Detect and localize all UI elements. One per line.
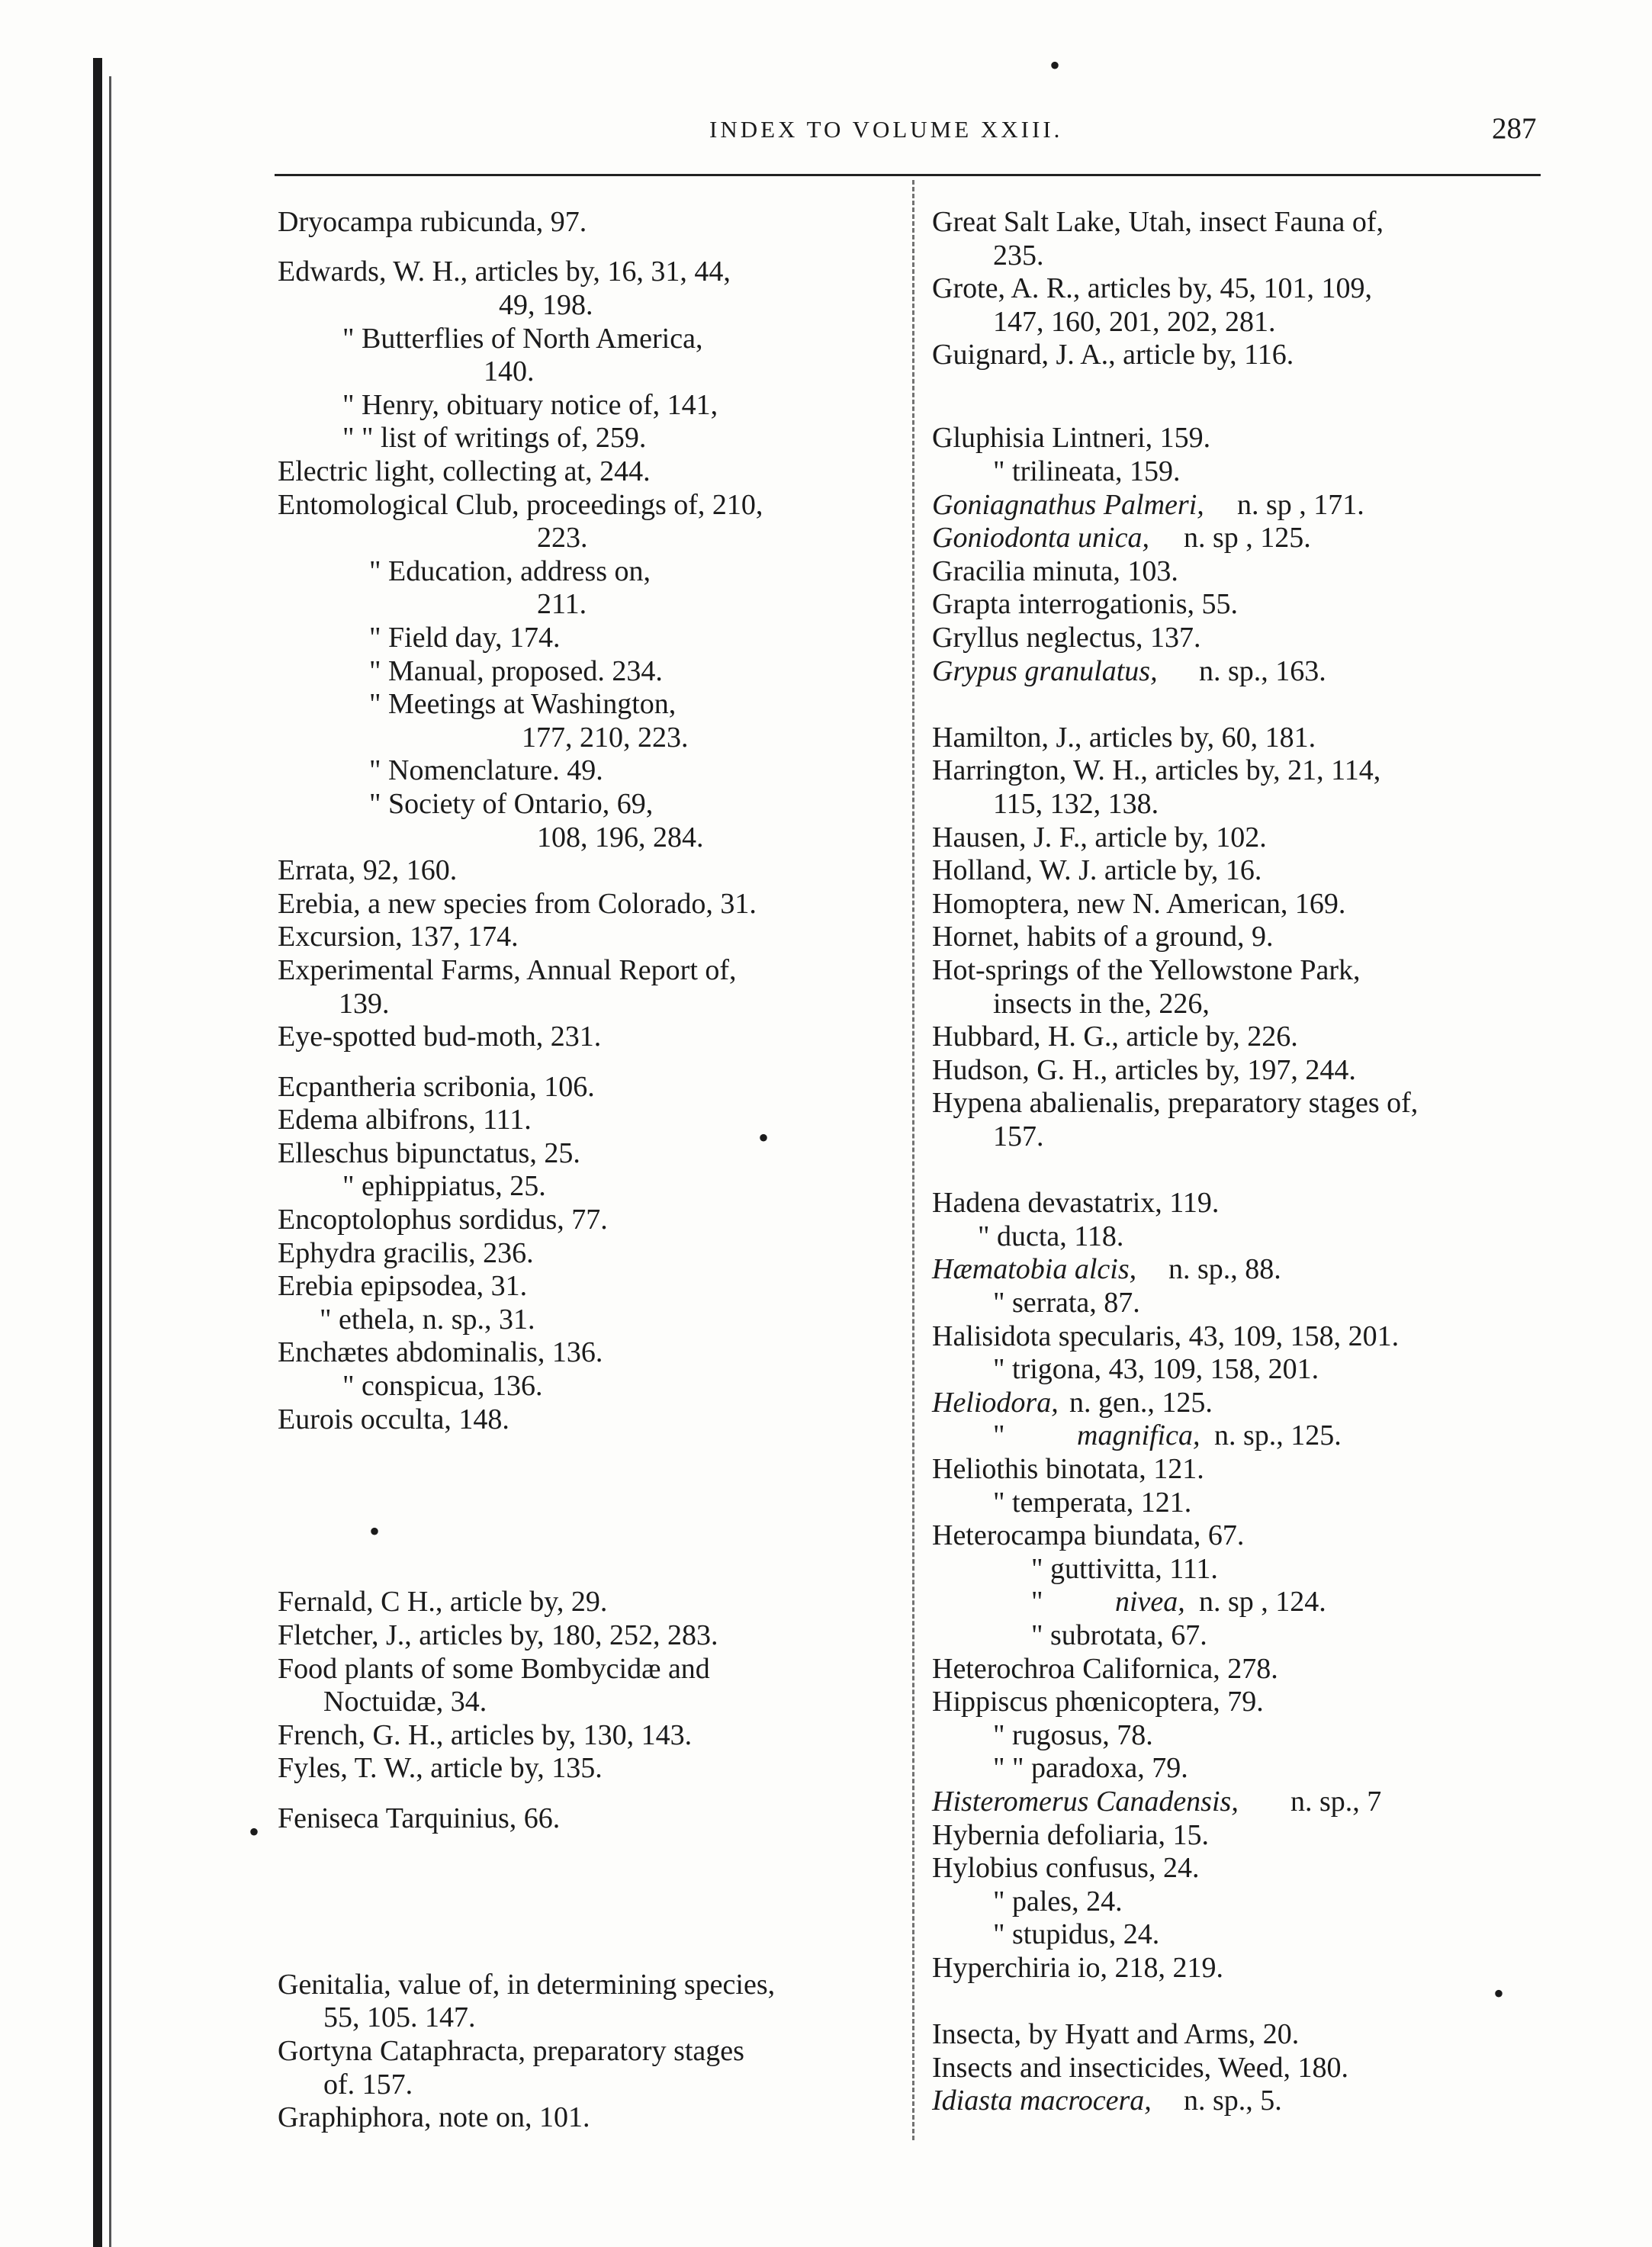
index-entry: Gryllus neglectus, 137. [932,622,1201,654]
index-entry: Errata, 92, 160. [278,854,458,887]
page-number: 287 [1492,112,1537,145]
index-entry: Hypena abalienalis, preparatory stages of, [932,1087,1419,1120]
page-binding-shadow [109,76,111,2247]
index-entry: " rugosus, 78. [993,1718,1153,1751]
index-entry: " temperata, 121. [993,1486,1192,1519]
index-entry: " " list of writings of, 259. [342,422,647,455]
index-entry: Hyperchiria io, 218, 219. [932,1952,1224,1984]
index-entry: Guignard, J. A., article by, 116. [932,339,1294,371]
stray-mark: • [1049,48,1061,82]
index-entry: " " paradoxa, 79. [993,1752,1188,1785]
index-entry: Experimental Farms, Annual Report of, [278,954,737,986]
index-entry: Gracilia minuta, 103. [932,555,1178,587]
index-entry: of. 157. [323,2068,413,2101]
index-entry: 49, 198. [499,289,593,321]
index-entry: 147, 160, 201, 202, 281. [993,305,1276,338]
index-entry: " Field day, 174. [369,622,561,654]
index-entry: nivea, [1115,1586,1185,1619]
index-entry: Gluphisia Lintneri, 159. [932,422,1211,455]
index-entry: n. sp., 7 [1290,1786,1382,1818]
index-entry: Hylobius confusus, 24. [932,1852,1200,1885]
index-entry: Electric light, collecting at, 244. [278,455,651,487]
index-entry: Erebia, a new species from Colorado, 31. [278,887,757,920]
index-entry: " trilineata, 159. [993,455,1181,487]
stray-mark: • [369,1514,381,1548]
index-entry: French, G. H., articles by, 130, 143. [278,1718,693,1751]
index-entry: Insecta, by Hyatt and Arms, 20. [932,2018,1300,2051]
index-entry: Food plants of some Bombycidæ and [278,1652,710,1685]
index-entry: Hæmatobia alcis, [932,1253,1137,1286]
index-entry: 140. [484,355,535,388]
index-entry: Fletcher, J., articles by, 180, 252, 283. [278,1619,718,1651]
index-entry: Enchætes abdominalis, 136. [278,1336,603,1369]
index-entry: 157. [993,1120,1044,1152]
column-divider [912,180,917,2140]
index-entry: 139. [339,987,390,1020]
index-entry: Hadena devastatrix, 119. [932,1187,1220,1220]
index-entry: Grypus granulatus, [932,654,1158,687]
index-entry: " Education, address on, [369,555,651,587]
index-entry: Idiasta macrocera, [932,2085,1152,2117]
index-entry: Hybernia defoliaria, 15. [932,1818,1209,1851]
index-entry: Heliothis binotata, 121. [932,1453,1204,1485]
index-entry: " ethela, n. sp., 31. [320,1303,535,1336]
index-entry: Goniodonta unica, [932,522,1149,555]
index-entry: " Manual, proposed. 234. [369,654,663,687]
page-binding-edge [93,58,102,2247]
index-entry: " ducta, 118. [978,1220,1124,1252]
index-entry: Goniagnathus Palmeri, [932,488,1204,521]
index-entry: " serrata, 87. [993,1287,1140,1319]
index-entry: Halisidota specularis, 43, 109, 158, 201. [932,1320,1400,1352]
index-entry: " pales, 24. [993,1885,1123,1918]
index-entry: n. sp , 124. [1199,1586,1326,1619]
index-entry: Hubbard, H. G., article by, 226. [932,1021,1298,1053]
index-entry: 177, 210, 223. [522,721,689,754]
index-entry: Grapta interrogationis, 55. [932,588,1239,621]
index-entry: Fernald, C H., article by, 29. [278,1586,608,1619]
index-entry: Feniseca Tarquinius, 66. [278,1802,561,1834]
stray-mark: • [758,1120,770,1155]
index-entry: Hippiscus phœnicoptera, 79. [932,1686,1264,1718]
index-entry: " [1031,1586,1043,1619]
index-entry: Edema albifrons, 111. [278,1104,532,1136]
index-entry: Erebia epipsodea, 31. [278,1270,528,1303]
index-entry: Heliodora, [932,1386,1059,1419]
index-entry: 115, 132, 138. [993,788,1159,820]
index-entry: n. sp., 163. [1199,654,1326,687]
index-entry: Dryocampa rubicunda, 97. [278,206,587,238]
index-entry: " conspicua, 136. [342,1370,543,1402]
index-entry: Encoptolophus sordidus, 77. [278,1204,608,1236]
index-entry: 223. [537,522,588,555]
index-entry: 108, 196, 284. [537,821,704,853]
index-entry: Hot-springs of the Yellowstone Park, [932,954,1361,986]
index-entry: Genitalia, value of, in determining species, [278,1968,776,2001]
index-entry: " Henry, obituary notice of, 141, [342,388,718,421]
index-entry: Insects and insecticides, Weed, 180. [932,2051,1349,2084]
index-entry: Fyles, T. W., article by, 135. [278,1752,603,1785]
index-entry: n. sp., 88. [1168,1253,1281,1286]
index-entry: Homoptera, new N. American, 169. [932,887,1346,920]
index-entry: Excursion, 137, 174. [278,921,519,953]
index-entry: Elleschus bipunctatus, 25. [278,1136,580,1169]
index-entry: Noctuidæ, 34. [323,1686,487,1718]
index-entry: Hudson, G. H., articles by, 197, 244. [932,1053,1356,1086]
index-entry: Hamilton, J., articles by, 60, 181. [932,721,1316,754]
running-header-title: INDEX TO VOLUME XXIII. [709,116,1063,143]
index-entry: Great Salt Lake, Utah, insect Fauna of, [932,206,1384,238]
index-entry: Grote, A. R., articles by, 45, 101, 109, [932,272,1372,305]
index-entry: n. sp , 125. [1184,522,1311,555]
index-entry: Hausen, J. F., article by, 102. [932,821,1267,853]
index-entry: " Butterflies of North America, [342,322,703,355]
index-entry: Gortyna Cataphracta, preparatory stages [278,2035,744,2067]
stray-mark: • [1493,1976,1505,2011]
index-entry: Eye-spotted bud-moth, 231. [278,1021,602,1053]
index-entry: " Society of Ontario, 69, [369,788,654,820]
index-entry: insects in the, 226, [993,987,1210,1020]
index-entry: Edwards, W. H., articles by, 16, 31, 44, [278,256,731,288]
index-entry: Ecpantheria scribonia, 106. [278,1070,595,1103]
index-entry: Holland, W. J. article by, 16. [932,854,1262,887]
index-entry: 55, 105. 147. [323,2001,476,2034]
index-entry: Ephydra gracilis, 236. [278,1236,534,1269]
index-entry: n. sp., 5. [1184,2085,1282,2117]
index-entry: magnifica, [1077,1419,1200,1452]
index-entry: " Nomenclature. 49. [369,754,603,787]
index-entry: 235. [993,239,1044,272]
index-entry: Graphiphora, note on, 101. [278,2101,590,2134]
stray-mark: • [249,1815,260,1849]
index-entry: Eurois occulta, 148. [278,1403,509,1435]
index-entry: n. gen., 125. [1069,1386,1213,1419]
index-entry: n. sp., 125. [1214,1419,1342,1452]
index-entry: Heterochroa Californica, 278. [932,1652,1278,1685]
index-entry: n. sp , 171. [1237,488,1364,521]
index-entry: 211. [537,588,587,621]
index-entry: " trigona, 43, 109, 158, 201. [993,1353,1319,1386]
index-entry: " stupidus, 24. [993,1918,1160,1951]
index-entry: Heterocampa biundata, 67. [932,1519,1245,1552]
header-rule [275,174,1541,176]
index-entry: " subrotata, 67. [1031,1619,1207,1651]
index-entry: Hornet, habits of a ground, 9. [932,921,1274,953]
index-entry: " Meetings at Washington, [369,688,677,721]
index-entry: Entomological Club, proceedings of, 210, [278,488,763,521]
index-entry: " guttivitta, 111. [1031,1552,1218,1585]
index-entry: Harrington, W. H., articles by, 21, 114, [932,754,1381,787]
index-entry: " [993,1419,1005,1452]
index-entry: " ephippiatus, 25. [342,1170,546,1203]
index-entry: Histeromerus Canadensis, [932,1786,1239,1818]
